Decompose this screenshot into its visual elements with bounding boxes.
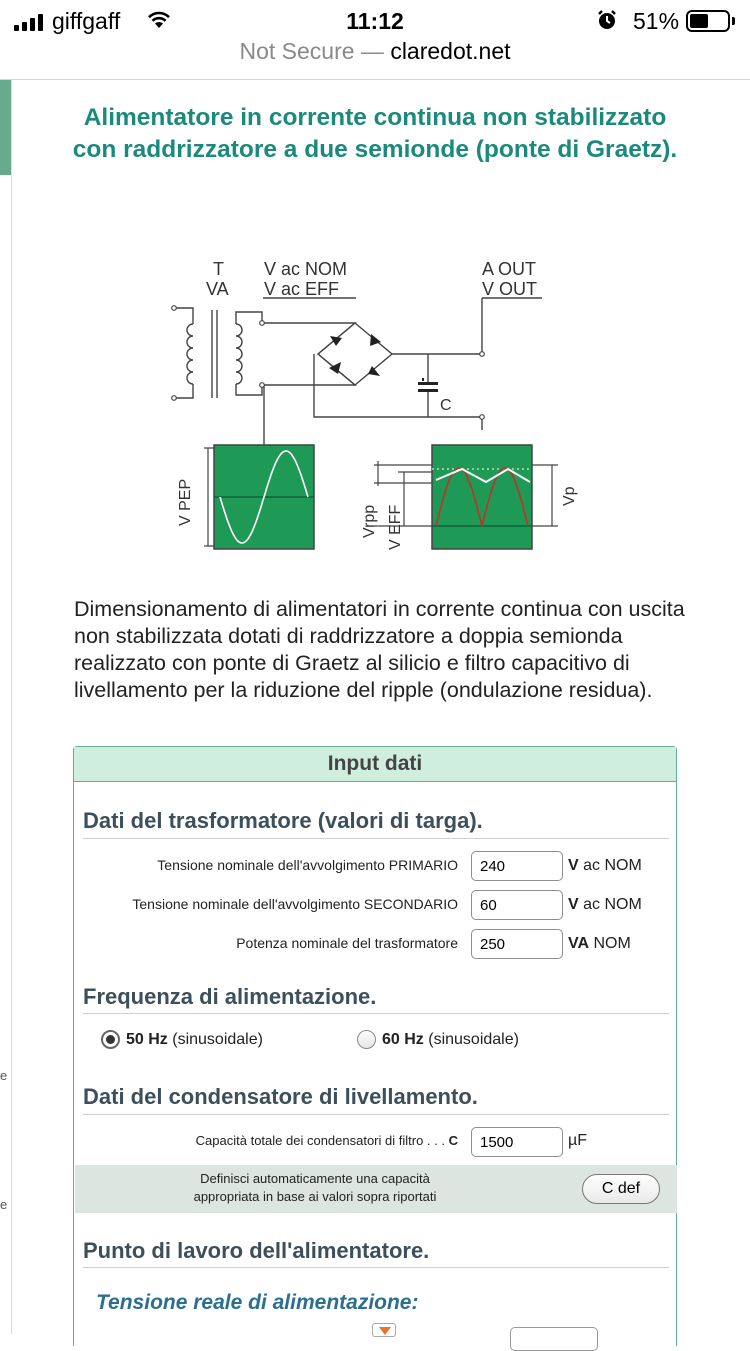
primary-voltage-label: Tensione nominale dell'avvolgimento PRIMARIO	[157, 857, 458, 873]
alarm-icon	[596, 9, 618, 31]
primary-voltage-unit: V ac NOM	[568, 857, 642, 874]
transformer-section-title: Dati del trasformatore (valori di targa).	[83, 808, 483, 833]
real-voltage-subtitle: Tensione reale di alimentazione:	[96, 1291, 419, 1314]
frequency-section-title: Frequenza di alimentazione.	[83, 984, 377, 1009]
label-va: VA	[206, 279, 229, 299]
capacitance-input[interactable]	[471, 1127, 563, 1157]
capacitance-unit: µF	[568, 1132, 587, 1149]
section-divider	[83, 1013, 669, 1014]
dropdown-arrow-icon[interactable]	[372, 1323, 396, 1337]
edge-text: e	[0, 1068, 8, 1083]
sidebar-edge	[11, 80, 12, 1334]
section-divider	[83, 1114, 669, 1115]
operating-point-section-title: Punto di lavoro dell'alimentatore.	[83, 1238, 430, 1263]
url-host: claredot.net	[390, 38, 511, 64]
radio-60hz[interactable]	[357, 1030, 376, 1049]
intro-paragraph: Dimensionamento di alimentatori in corrente continua con uscita non stabilizzata dotati di raddrizzatore a doppia semionda realizzato con ponte di Graetz al silicio e filtro capacitivo di livellamento per la riduzione del ripple (ondulazione residua).	[74, 597, 685, 702]
label-v-eff: V EFF	[387, 504, 404, 550]
label-a-out: A OUT	[482, 259, 537, 279]
secondary-voltage-input[interactable]	[471, 890, 563, 920]
capacitor-section-title: Dati del condensatore di livellamento.	[83, 1084, 478, 1109]
label-t: T	[213, 259, 224, 279]
toolbar-divider	[0, 79, 750, 80]
url-bar[interactable]	[0, 38, 750, 72]
label-v-out: V OUT	[482, 279, 538, 299]
sidebar-accent	[0, 80, 11, 175]
edge-text: e	[0, 1197, 8, 1212]
label-vp: Vp	[561, 486, 578, 506]
carrier-name: giffgaff	[52, 8, 121, 34]
clock: 11:12	[346, 8, 404, 34]
transformer-power-unit: VA NOM	[568, 935, 631, 952]
label-v-ac-nom: V ac NOM	[264, 259, 348, 279]
capacitance-label: Capacità totale dei condensatori di filtro . . . C	[195, 1133, 458, 1148]
transformer-power-input[interactable]	[471, 929, 563, 959]
page-title: Alimentatore in corrente continua non stabilizzato con raddrizzatore a due semionde (ponte di Graetz).	[72, 104, 678, 163]
cap-label: C	[440, 397, 452, 414]
c-def-button[interactable]: C def	[582, 1174, 660, 1204]
battery-tip	[732, 17, 735, 25]
url-separator: —	[360, 38, 384, 64]
primary-voltage-input[interactable]	[471, 851, 563, 881]
security-label: Not Secure	[239, 38, 355, 64]
panel-header: Input dati	[74, 747, 676, 782]
label-v-pep: V PEP	[177, 478, 194, 526]
radio-50hz-label: 50 Hz (sinusoidale)	[126, 1031, 263, 1048]
radio-60hz-label: 60 Hz (sinusoidale)	[382, 1031, 519, 1048]
label-v-ac-eff: V ac EFF	[264, 279, 340, 299]
input-panel	[73, 746, 677, 1346]
battery-icon	[686, 10, 730, 32]
circuit-diagram	[160, 250, 580, 560]
transformer-power-label: Potenza nominale del trasformatore	[236, 935, 458, 951]
secondary-voltage-label: Tensione nominale dell'avvolgimento SECONDARIO	[132, 896, 458, 912]
secondary-voltage-unit: V ac NOM	[568, 896, 642, 913]
real-voltage-input[interactable]	[510, 1327, 598, 1351]
label-vrpp: Vrpp	[361, 504, 378, 538]
battery-percent: 51%	[633, 8, 680, 34]
section-divider	[83, 1267, 669, 1268]
auto-capacitance-text: Definisci automaticamente una capacità appropriata in base ai valori sopra riportati	[193, 1171, 437, 1204]
section-divider	[83, 838, 669, 839]
radio-50hz[interactable]	[101, 1030, 120, 1049]
auto-capacitance-bar	[75, 1165, 677, 1213]
